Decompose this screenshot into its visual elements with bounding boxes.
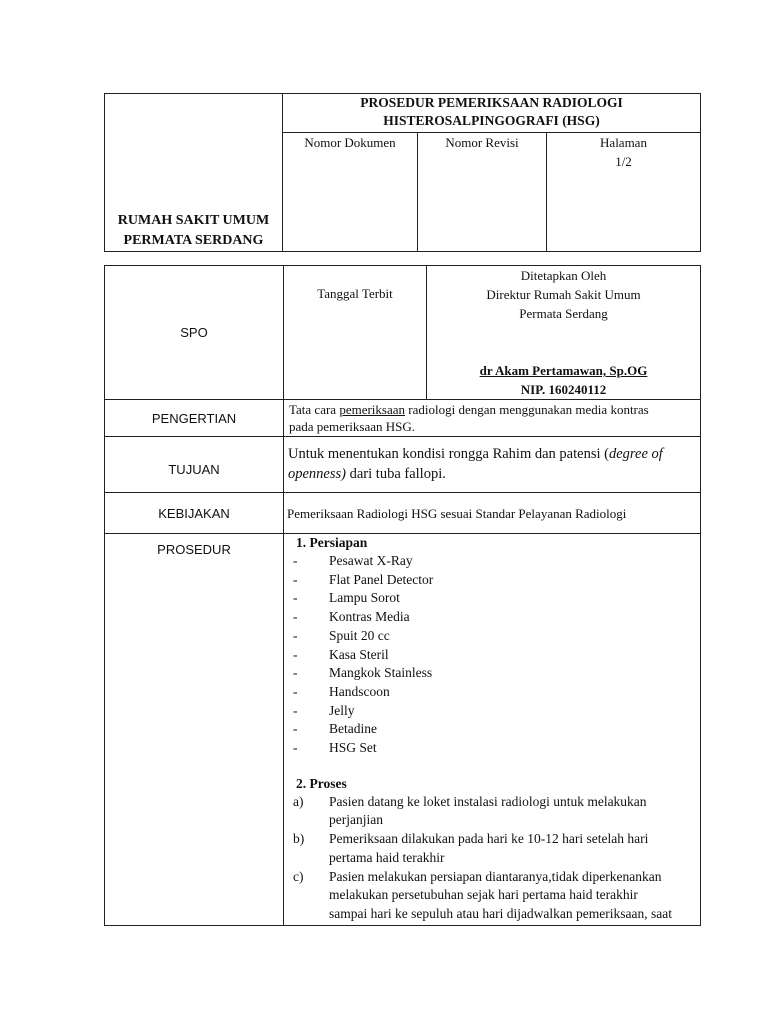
persiapan-item-text: Kontras Media — [329, 609, 410, 625]
bullet-dash: - — [293, 702, 298, 718]
persiapan-item — [293, 589, 688, 608]
prosedur-label: PROSEDUR — [105, 534, 284, 926]
persiapan-item-text: HSG Set — [329, 740, 377, 756]
bullet-dash: - — [293, 646, 298, 662]
bullet-dash: - — [293, 683, 298, 699]
revision-label: Nomor Revisi — [445, 135, 519, 150]
proses-step — [293, 830, 688, 867]
persiapan-item — [293, 646, 688, 665]
director-name: dr Akam Pertamawan, Sp.OG — [479, 363, 648, 378]
hospital-name-line2: PERMATA SERDANG — [123, 233, 264, 248]
kebijakan-text: Pemeriksaan Radiologi HSG sesuai Standar Pelayanan Radiologi — [284, 493, 701, 534]
pengertian-text-line2: pada pemeriksaan HSG. — [289, 419, 415, 434]
document-title — [283, 94, 701, 133]
pengertian-text — [284, 400, 701, 437]
page-label: Halaman — [600, 135, 647, 150]
pengertian-link: pemeriksaan — [339, 402, 406, 417]
bullet-dash: - — [293, 665, 298, 681]
director-title-line1: Direktur Rumah Sakit Umum — [486, 287, 641, 302]
step-text-line2: perjanjian — [329, 812, 383, 828]
persiapan-item-text: Spuit 20 cc — [329, 627, 390, 643]
persiapan-item — [293, 720, 688, 739]
persiapan-list — [293, 552, 688, 758]
issue-date-cell — [284, 266, 427, 400]
persiapan-item-text: Lampu Sorot — [329, 590, 400, 606]
approved-by: Ditetapkan Oleh — [520, 268, 607, 283]
bullet-dash: - — [293, 571, 298, 587]
procedure-table — [104, 265, 701, 926]
approval-cell — [427, 266, 701, 400]
pengertian-text-b: radiologi dengan menggunakan media kontras — [405, 402, 649, 417]
bullet-dash: - — [293, 627, 298, 643]
bullet-dash: - — [293, 721, 298, 737]
persiapan-item — [293, 739, 688, 758]
persiapan-item — [293, 683, 688, 702]
step-marker: b) — [293, 831, 305, 847]
pengertian-text-a: Tata cara — [289, 402, 340, 417]
revision-cell — [418, 133, 547, 252]
bullet-dash: - — [293, 590, 298, 606]
hospital-name — [105, 94, 283, 252]
tujuan-text — [284, 437, 701, 493]
tujuan-label: TUJUAN — [105, 437, 284, 493]
step-marker: c) — [293, 868, 304, 884]
step-text-line1: Pasien melakukan persiapan diantaranya,tidak diperkenankan — [329, 868, 662, 884]
section-proses-title: 2. Proses — [296, 775, 347, 791]
step-text-line1: Pemeriksaan dilakukan pada hari ke 10-12 hari setelah hari — [329, 831, 649, 847]
tujuan-italic-b: openness) — [288, 466, 346, 482]
document-header — [104, 93, 701, 252]
title-line1: PROSEDUR PEMERIKSAAN RADIOLOGI — [360, 95, 623, 110]
spo-label: SPO — [105, 266, 284, 400]
persiapan-item-text: Flat Panel Detector — [329, 571, 434, 587]
bullet-dash: - — [293, 609, 298, 625]
bullet-dash: - — [293, 740, 298, 756]
persiapan-item — [293, 608, 688, 627]
proses-step — [293, 868, 688, 924]
persiapan-item — [293, 552, 688, 571]
page-value: 1/2 — [615, 154, 632, 169]
tujuan-text-b: dari tuba fallopi. — [346, 466, 446, 482]
step-text-line2: pertama haid terakhir — [329, 849, 445, 865]
section-persiapan-title: 1. Persiapan — [296, 535, 368, 550]
persiapan-item-text: Mangkok Stainless — [329, 665, 433, 681]
persiapan-item — [293, 571, 688, 590]
proses-list — [293, 793, 688, 924]
step-text-line1: Pasien datang ke loket instalasi radiologi untuk melakukan — [329, 793, 647, 809]
persiapan-item-text: Kasa Steril — [329, 646, 389, 662]
tujuan-italic-a: degree of — [608, 446, 663, 462]
persiapan-item — [293, 627, 688, 646]
pengertian-label: PENGERTIAN — [105, 400, 284, 437]
doc-number-cell — [283, 133, 418, 252]
step-text-line3: sampai hari ke sepuluh atau hari dijadwalkan pemeriksaan, saat — [329, 905, 672, 921]
persiapan-item-text: Betadine — [329, 721, 377, 737]
persiapan-item-text: Pesawat X-Ray — [329, 553, 413, 568]
hospital-name-line1: RUMAH SAKIT UMUM — [117, 213, 270, 228]
bullet-dash: - — [293, 553, 298, 568]
director-title-line2: Permata Serdang — [519, 306, 608, 321]
doc-number-label: Nomor Dokumen — [304, 135, 396, 150]
persiapan-item-text: Handscoon — [329, 683, 390, 699]
proses-step — [293, 793, 688, 830]
tujuan-text-a: Untuk menentukan kondisi rongga Rahim dan patensi ( — [288, 446, 609, 462]
title-line2: HISTEROSALPINGOGRAFI (HSG) — [383, 113, 600, 128]
issue-date-label: Tanggal Terbit — [317, 286, 393, 301]
prosedur-content — [284, 534, 701, 926]
step-marker: a) — [293, 793, 304, 809]
page-cell — [547, 133, 701, 252]
persiapan-item-text: Jelly — [329, 702, 355, 718]
persiapan-item — [293, 664, 688, 683]
kebijakan-label: KEBIJAKAN — [105, 493, 284, 534]
persiapan-item — [293, 702, 688, 721]
director-nip: NIP. 160240112 — [520, 382, 607, 397]
step-text-line2: melakukan persetubuhan sejak hari pertama haid terakhir — [329, 887, 638, 903]
